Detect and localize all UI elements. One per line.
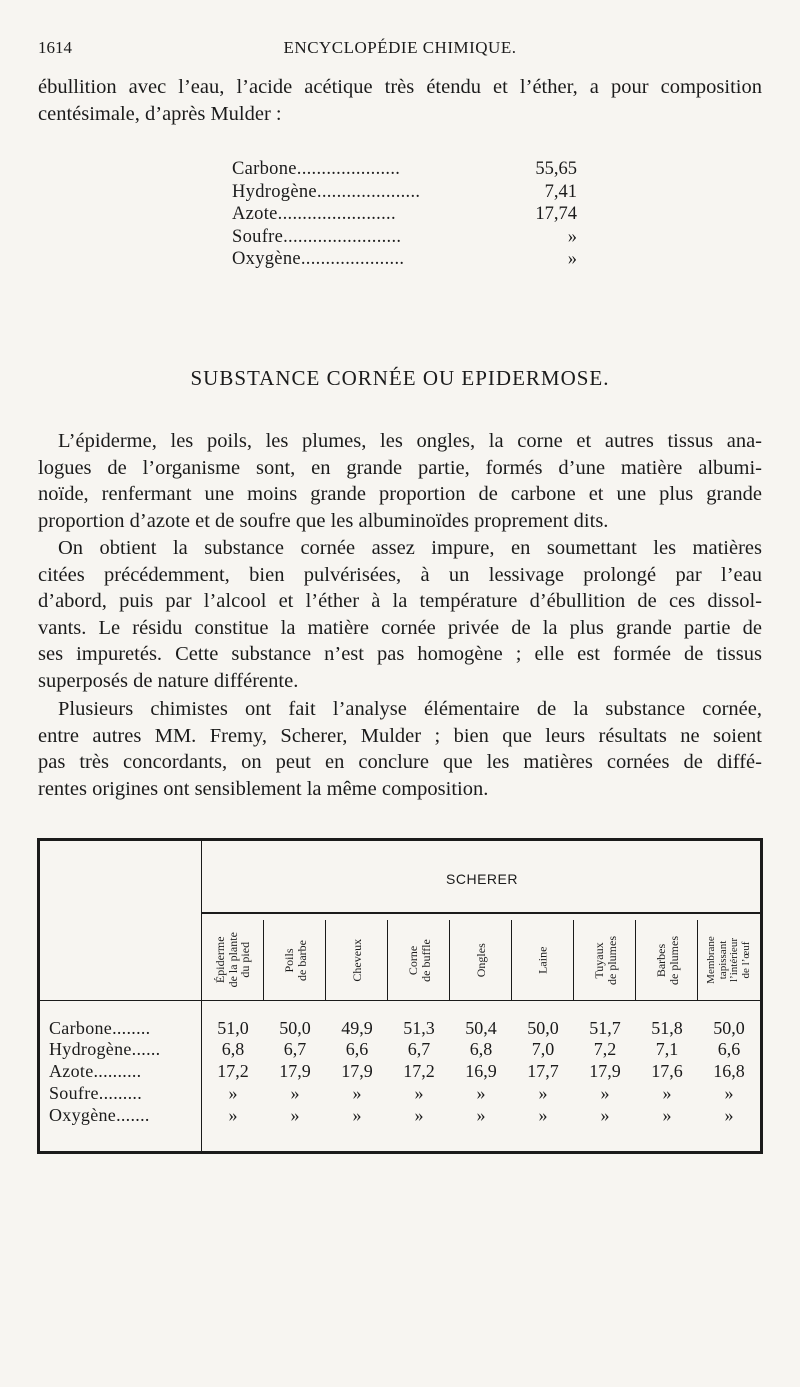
table-cell: 51,0 bbox=[217, 1018, 249, 1038]
table-cell: 17,2 bbox=[217, 1061, 249, 1081]
text-line: pas très concordants, on peut en conclure que les matières cornées de diffé- bbox=[38, 751, 762, 773]
text-line: entre autres MM. Fremy, Scherer, Mulder ; bien que leurs résultats ne soient bbox=[38, 724, 762, 747]
paragraph-3 bbox=[38, 696, 762, 802]
table-cell: » bbox=[352, 1083, 362, 1103]
element-name: Oxygène..................... bbox=[232, 249, 405, 269]
text-line: Plusieurs chimistes ont fait l’analyse élémentaire de la substance cornée, bbox=[58, 698, 762, 720]
table-cell: » bbox=[228, 1105, 238, 1125]
element-value: 55,65 bbox=[535, 159, 577, 179]
table-cell: » bbox=[290, 1105, 300, 1125]
table-cell: 16,9 bbox=[465, 1061, 497, 1081]
header-line: Membrane bbox=[705, 936, 717, 984]
table-cell: » bbox=[724, 1105, 734, 1125]
element-value: 17,74 bbox=[535, 204, 577, 224]
table-cell: 17,9 bbox=[279, 1061, 311, 1081]
header-line: Corne bbox=[405, 945, 420, 975]
paragraph-1 bbox=[38, 428, 762, 534]
column-header bbox=[512, 920, 574, 1000]
text-line: vants. Le résidu constitue la matière cornée privée de la plus grande partie de bbox=[38, 616, 762, 639]
text-line: ses impuretés. Cette substance n’est pas homogène ; elle est formée de tissus bbox=[38, 643, 762, 665]
table-cell: » bbox=[476, 1083, 486, 1103]
composition-row bbox=[232, 181, 577, 204]
table-cell: 7,1 bbox=[655, 1039, 679, 1059]
table-cell: » bbox=[352, 1105, 362, 1125]
text-line: d’abord, puis par l’alcool et l’éther à la température d’ébullition de ces dissol- bbox=[38, 590, 762, 612]
table-cell: 50,0 bbox=[527, 1018, 559, 1038]
column-header bbox=[450, 920, 512, 1000]
text-line: superposés de nature différente. bbox=[38, 669, 299, 692]
header-line: de plumes bbox=[604, 935, 618, 985]
header-line: de barbe bbox=[293, 939, 308, 981]
text-line: logues de l’organisme sont, en grande partie, formés d’une matière albumi- bbox=[38, 456, 762, 479]
table-cell: 6,7 bbox=[283, 1039, 307, 1059]
table-left-rule bbox=[37, 838, 40, 1154]
table-cell: » bbox=[600, 1105, 610, 1125]
header-line: l’intérieur bbox=[728, 938, 740, 982]
header-line: Laine bbox=[535, 946, 550, 974]
row-label: Azote.......... bbox=[49, 1061, 142, 1081]
text-line: noïde, renfermant une moins grande proportion de carbone et une plus grande bbox=[38, 483, 762, 505]
scherer-composition-table bbox=[37, 838, 763, 1154]
column-header bbox=[574, 920, 636, 1000]
table-cell: 6,8 bbox=[469, 1039, 493, 1059]
table-cell: 7,0 bbox=[531, 1039, 555, 1059]
header-line: Cheveux bbox=[349, 938, 364, 982]
element-value: » bbox=[567, 226, 577, 247]
header-line: tapissant bbox=[716, 940, 729, 980]
header-line: Poils bbox=[281, 947, 296, 973]
table-cell: 6,6 bbox=[345, 1039, 369, 1059]
table-cell: 16,8 bbox=[713, 1061, 745, 1081]
element-value: » bbox=[567, 249, 577, 269]
table-cell: 7,2 bbox=[593, 1039, 617, 1059]
element-name: Azote........................ bbox=[232, 204, 396, 224]
text-line: L’épiderme, les poils, les plumes, les ongles, la corne et autres tissus ana- bbox=[58, 430, 762, 452]
header-line: de plumes bbox=[666, 935, 680, 985]
header-line: Épiderme bbox=[213, 936, 228, 984]
header-line: Ongles bbox=[473, 943, 488, 977]
row-label: Oxygène....... bbox=[49, 1105, 150, 1125]
element-name: Carbone..................... bbox=[232, 159, 401, 179]
text-line: centésimale, d’après Mulder : bbox=[38, 102, 282, 125]
mulder-composition-list bbox=[232, 158, 577, 271]
composition-row bbox=[232, 226, 577, 249]
table-cell: » bbox=[476, 1105, 486, 1125]
element-name: Hydrogène..................... bbox=[232, 181, 421, 202]
row-label: Soufre......... bbox=[49, 1083, 142, 1103]
page-number: 1614 bbox=[38, 38, 72, 57]
header-line: Barbes bbox=[653, 943, 668, 977]
text-line: On obtient la substance cornée assez impure, en soumettant les matières bbox=[58, 537, 762, 559]
table-cell: » bbox=[662, 1105, 672, 1125]
table-cell: 17,9 bbox=[341, 1061, 373, 1081]
column-header bbox=[264, 920, 326, 1000]
header-line: de buffle bbox=[417, 938, 432, 982]
group-header-scherer: SCHERER bbox=[446, 871, 518, 887]
table-cell: » bbox=[228, 1083, 238, 1103]
composition-row bbox=[232, 158, 577, 181]
text-line: citées précédemment, bien pulvérisées, à un lessivage prolongé par l’eau bbox=[38, 563, 762, 586]
table-cell: 17,9 bbox=[589, 1061, 621, 1081]
row-label: Carbone........ bbox=[49, 1018, 151, 1038]
composition-row bbox=[232, 248, 577, 271]
table-cell: 50,4 bbox=[465, 1018, 497, 1038]
table-top-rule bbox=[37, 838, 763, 841]
header-bottom-rule bbox=[40, 1000, 760, 1001]
element-value: 7,41 bbox=[544, 181, 577, 202]
table-cell: 6,7 bbox=[407, 1039, 431, 1059]
group-header-rule bbox=[201, 912, 760, 914]
table-cell: 49,9 bbox=[341, 1018, 373, 1038]
table-cell: 6,6 bbox=[717, 1039, 741, 1059]
table-cell: 51,3 bbox=[403, 1018, 435, 1038]
table-cell: 50,0 bbox=[279, 1018, 311, 1038]
table-cell: » bbox=[414, 1083, 424, 1103]
table-cell: » bbox=[662, 1083, 672, 1103]
column-header bbox=[326, 920, 388, 1000]
column-header bbox=[698, 920, 760, 1000]
table-cell: » bbox=[724, 1083, 734, 1103]
text-line: rentes origines ont sensiblement la même composition. bbox=[38, 777, 489, 800]
section-title: SUBSTANCE CORNÉE OU EPIDERMOSE. bbox=[190, 366, 610, 390]
composition-row bbox=[232, 203, 577, 226]
header-line: de l’œuf bbox=[739, 941, 752, 979]
table-cell: 50,0 bbox=[713, 1018, 745, 1038]
header-line: Tuyaux bbox=[591, 941, 606, 979]
text-line: proportion d’azote et de soufre que les albuminoïdes proprement dits. bbox=[38, 509, 609, 532]
table-cell: » bbox=[538, 1083, 548, 1103]
running-title: ENCYCLOPÉDIE CHIMIQUE. bbox=[283, 38, 517, 57]
page-header bbox=[38, 38, 762, 62]
column-header bbox=[388, 920, 450, 1000]
text-line: ébullition avec l’eau, l’acide acétique très étendu et l’éther, a pour composition bbox=[38, 76, 762, 98]
element-name: Soufre........................ bbox=[232, 226, 402, 247]
table-cell: 51,7 bbox=[589, 1018, 621, 1038]
column-header bbox=[636, 920, 698, 1000]
table-cell: » bbox=[538, 1105, 548, 1125]
table-bottom-rule bbox=[37, 1151, 763, 1154]
table-cell: 17,7 bbox=[527, 1061, 559, 1081]
table-cell: » bbox=[600, 1083, 610, 1103]
column-header bbox=[202, 920, 264, 1000]
table-cell: 17,2 bbox=[403, 1061, 435, 1081]
header-line: du pied bbox=[238, 942, 253, 978]
table-cell: 17,6 bbox=[651, 1061, 683, 1081]
table-cell: 51,8 bbox=[651, 1018, 683, 1038]
table-cell: » bbox=[290, 1083, 300, 1103]
row-label: Hydrogène...... bbox=[49, 1039, 161, 1059]
table-cell: » bbox=[414, 1105, 424, 1125]
intro-paragraph bbox=[38, 74, 762, 127]
table-cell: 6,8 bbox=[221, 1039, 245, 1059]
header-line: de la plante bbox=[225, 932, 240, 988]
paragraph-2 bbox=[38, 535, 762, 694]
